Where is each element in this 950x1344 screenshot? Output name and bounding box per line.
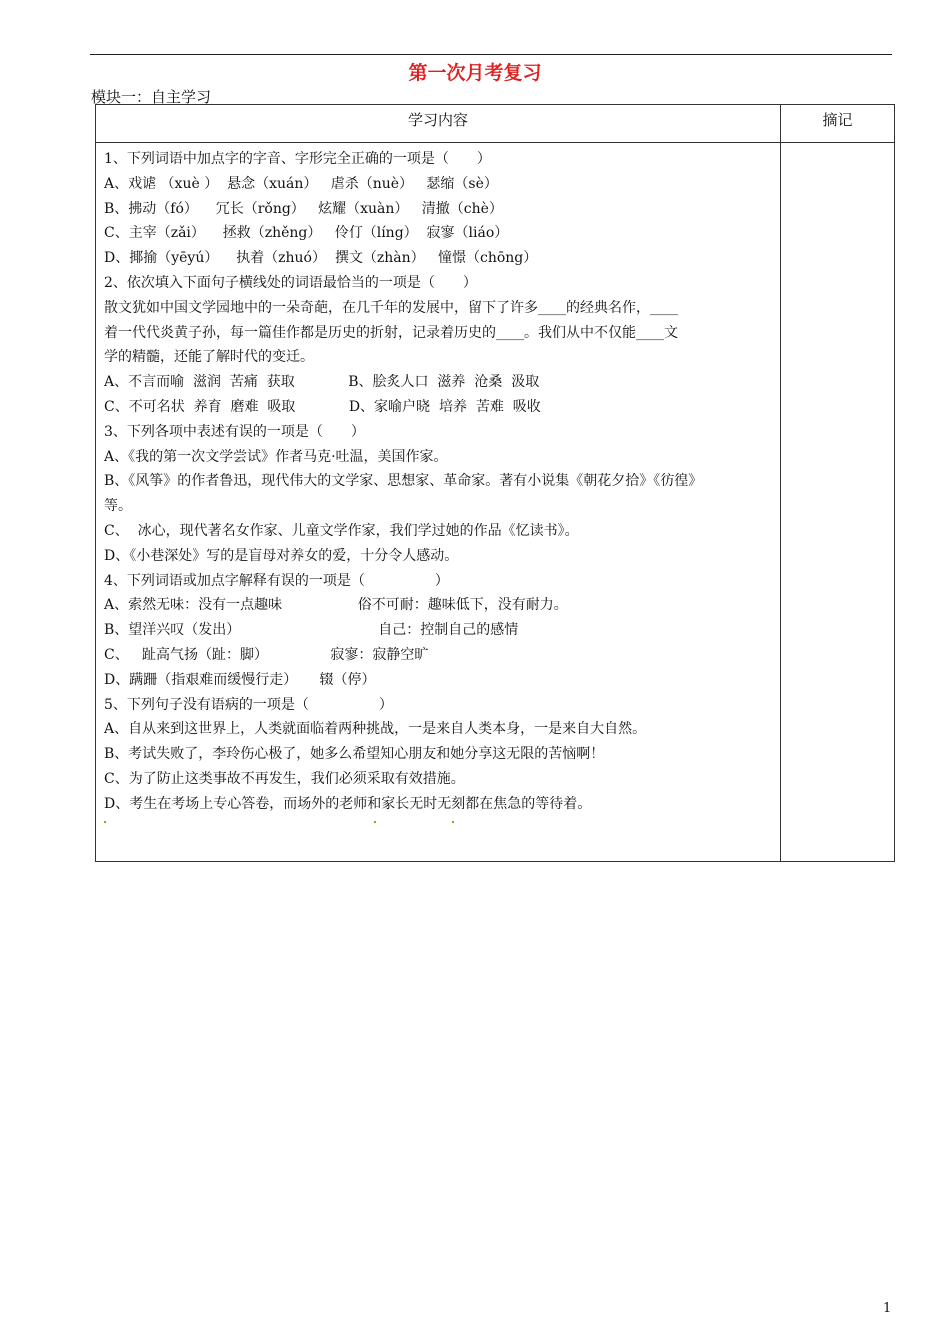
text-line: A、索然无味：没有一点趣味 俗不可耐：趣味低下，没有耐力。 (104, 597, 568, 614)
text-line: D、考生在考场上专心答卷，而场外的老师和家长无时无刻都在焦急的等待着。 (104, 795, 592, 812)
study-table (95, 104, 895, 862)
text-line: B、拂动（fó） 冗长（rǒng） 炫耀（xuàn） 清撤（chè） (104, 200, 503, 217)
text-line: D、揶揄（yēyú） 执着（zhuó） 撰文（zhàn） 憧憬（chōng） (104, 250, 538, 267)
text-line: D、《小巷深处》写的是盲母对养女的爱，十分令人感动。 (104, 547, 459, 564)
dot-mark (104, 821, 106, 823)
text-line: C、主宰（zǎi） 拯救（zhěng） 伶仃（líng） 寂寥（liáo） (104, 225, 509, 242)
text-line: A、自从来到这世界上，人类就面临着两种挑战，一是来自人类本身，一是来自大自然。 (104, 721, 647, 738)
page-title: 第一次月考复习 (408, 62, 542, 84)
content-cell (96, 143, 781, 862)
text-line: B、考试失败了，李玲伤心极了，她多么希望知心朋友和她分享这无限的苦恼啊！ (104, 746, 605, 763)
text-line: C、为了防止这类事故不再发生，我们必须采取有效措施。 (104, 770, 465, 787)
text-line: 3、下列各项中表述有误的一项是（ ） (104, 423, 365, 440)
text-line: 1、下列词语中加点字的字音、字形完全正确的一项是（ ） (104, 151, 491, 167)
text-line: A、《我的第一次文学尝试》作者马克·吐温，美国作家。 (104, 448, 448, 465)
text-line: A、不言而喻 滋润 苦痛 获取 B、脍炙人口 滋养 沧桑 汲取 (104, 374, 540, 391)
top-rule (90, 54, 892, 55)
text-line: 散文犹如中国文学园地中的一朵奇葩，在几千年的发展中，留下了许多____的经典名作，____ (104, 299, 678, 316)
header-notes: 摘记 (781, 105, 895, 143)
header-content: 学习内容 (96, 105, 781, 143)
text-line: C、不可名状 养育 磨难 吸取 D、家喻户晓 培养 苦难 吸收 (104, 398, 541, 415)
dot-mark (374, 821, 376, 823)
page-number: 1 (883, 1301, 892, 1316)
text-line: C、 冰心，现代著名女作家、儿童文学作家，我们学过她的作品《忆读书》。 (104, 522, 579, 539)
module-label: 模块一：自主学习 (91, 88, 212, 106)
notes-cell (781, 143, 895, 862)
text-line: D、蹒跚（指艰难而缓慢行走） 辍（停） (104, 671, 376, 688)
text-line: 4、下列词语或加点字解释有误的一项是（ ） (104, 572, 449, 589)
text-line: 着一代代炎黄子孙，每一篇佳作都是历史的折射，记录着历史的____。我们从中不仅能____文 (104, 324, 678, 341)
decorative-dots (104, 817, 780, 837)
question-lines (96, 143, 780, 837)
dot-mark (452, 821, 454, 823)
text-line: 等。 (104, 498, 132, 515)
text-line: 学的精髓，还能了解时代的变迁。 (104, 349, 314, 366)
text-line: B、望洋兴叹（发出） 自己：控制自己的感情 (104, 622, 519, 639)
text-line: C、 趾高气扬（趾：脚） 寂寥：寂静空旷 (104, 646, 429, 663)
text-line: B、《风筝》的作者鲁迅，现代伟大的文学家、思想家、革命家。著有小说集《朝花夕拾》《彷徨》 (104, 473, 703, 490)
text-line: A、戏谑 （xuè ） 悬念（xuán） 虐杀（nuè） 瑟缩（sè） (104, 175, 498, 192)
text-line: 2、依次填入下面句子横线处的词语最恰当的一项是（ ） (104, 274, 477, 291)
text-line: 5、下列句子没有语病的一项是（ ） (104, 696, 393, 713)
